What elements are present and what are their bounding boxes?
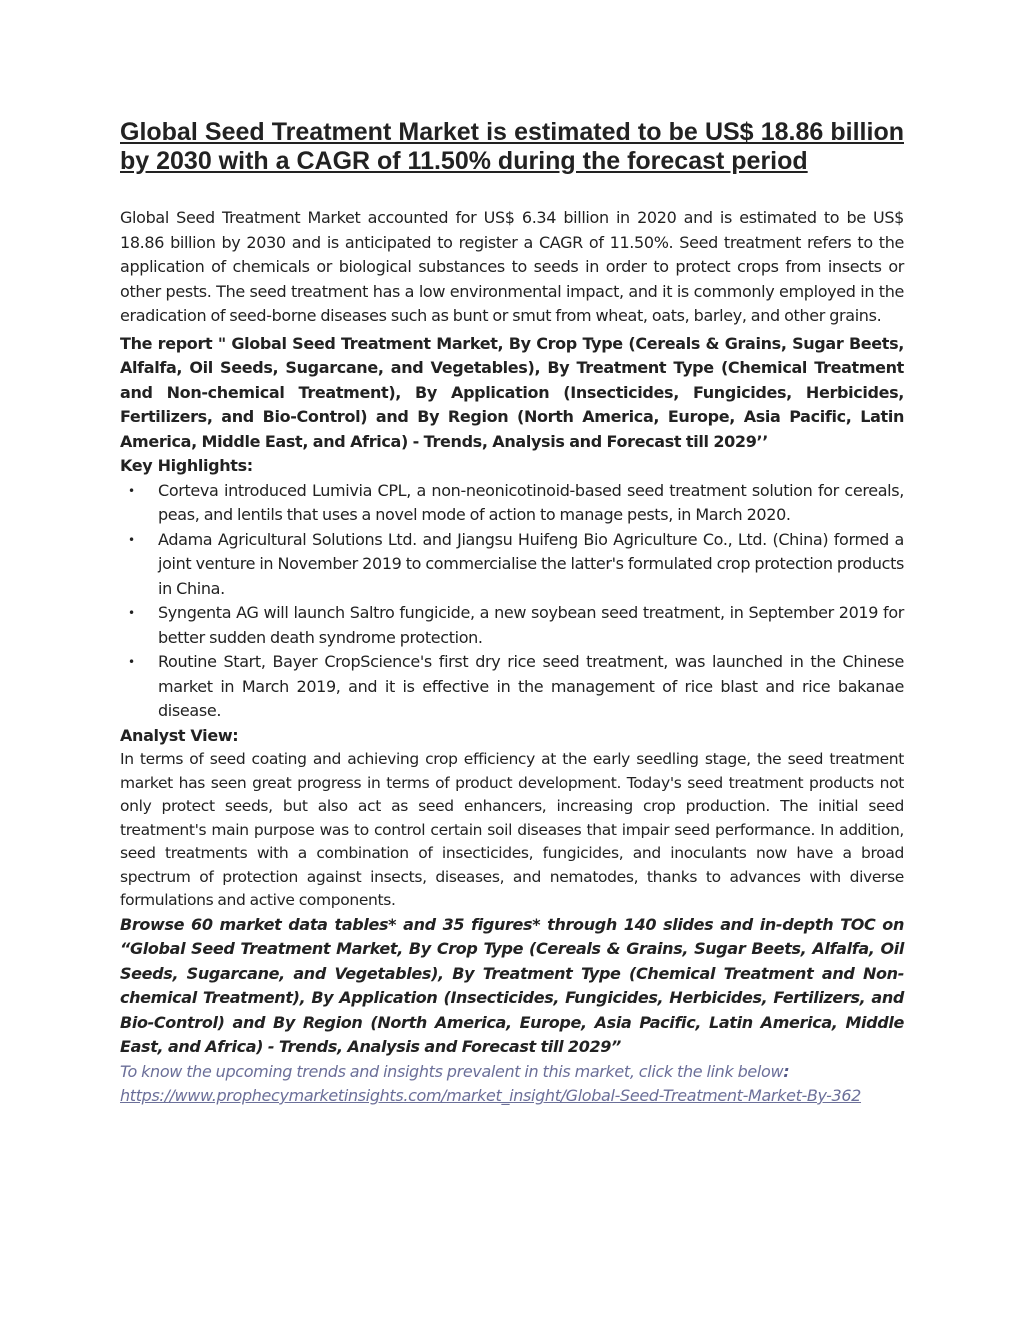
highlight-item (120, 601, 904, 650)
highlight-text: Routine Start, Bayer CropScience's first dry rice seed treatment, was launched in the Chinese market in March 2019, and it is effective in the management of rice blast and rice bakanae disease. (158, 652, 904, 720)
highlight-item (120, 650, 904, 724)
document-page (120, 118, 904, 1109)
bullet-icon: • (128, 532, 135, 547)
highlight-text: Adama Agricultural Solutions Ltd. and Jiangsu Huifeng Bio Agriculture Co., Ltd. (China) formed a joint venture in November 2019 to commercialise the latter's formulated crop protection products in China. (158, 529, 904, 598)
link-intro-text (120, 1060, 904, 1085)
bullet-icon: • (128, 655, 135, 669)
analyst-view-heading: Analyst View: (120, 725, 239, 745)
intro-paragraph: Global Seed Treatment Market accounted for US$ 6.34 billion in 2020 and is estimated to be US$ 18.86 billion by 2030 and is anticipated to register a CAGR of 11.50%. Seed treatment refers to the application of chemicals or biological substances to seeds in order to protect crops from insects or other pests. The seed treatment has a low environmental impact, and it is commonly employed in the eradication of seed-borne diseases such as bunt or smut from wheat, oats, barley, and other grains. (120, 208, 904, 325)
link-intro-colon: : (783, 1061, 790, 1081)
highlight-text: Corteva introduced Lumivia CPL, a non-neonicotinoid-based seed treatment solution for cereals, peas, and lentils that uses a novel mode of action to manage pests, in March 2020. (158, 480, 904, 524)
page-title: Global Seed Treatment Market is estimated to be US$ 18.86 billion by 2030 with a CAGR of 11.50% during the forecast period (120, 118, 904, 175)
key-highlights-heading: Key Highlights: (120, 456, 253, 475)
report-title-paragraph: The report " Global Seed Treatment Market, By Crop Type (Cereals & Grains, Sugar Beets, Alfalfa, Oil Seeds, Sugarcane, and Vegetables), By Treatment Type (Chemical Treatment and Non-chemical Treatment), By Application (Insecticides, Fungicides, Herbicides, Fertilizers, and Bio-Control) and By Region (North America, Europe, Asia Pacific, Latin America, Middle East, and Africa) - Trends, Analysis and Forecast till 2029’’ (120, 333, 904, 451)
highlight-text: Syngenta AG will launch Saltro fungicide, a new soybean seed treatment, in September 2019 for better sudden death syndrome protection. (158, 603, 904, 647)
key-highlights-list (120, 479, 904, 724)
browse-paragraph: Browse 60 market data tables* and 35 figures* through 140 slides and in-depth TOC on “Global Seed Treatment Market, By Crop Type (Cereals & Grains, Sugar Beets, Alfalfa, Oil Seeds, Sugarcane, and Vegetables), By Treatment Type (Chemical Treatment and Non-chemical Treatment), By Application (Insecticides, Fungicides, Herbicides, Fertilizers, and Bio-Control) and By Region (North America, Europe, Asia Pacific, Latin America, Middle East, and Africa) - Trends, Analysis and Forecast till 2029” (120, 914, 904, 1056)
bullet-icon: • (128, 483, 135, 498)
analyst-view-paragraph: In terms of seed coating and achieving crop efficiency at the early seedling stage, the seed treatment market has seen great progress in terms of product development. Today's seed treatment products not only protect seeds, but also act as seed enhancers, increasing crop production. The initial seed treatment's main purpose was to control certain soil diseases that impair seed performance. In addition, seed treatments with a combination of insecticides, fungicides, and inoculants now have a broad spectrum of protection against insects, diseases, and nematodes, thanks to advances with diverse formulations and active components. (120, 750, 904, 909)
highlight-item (120, 528, 904, 602)
link-intro-label: To know the upcoming trends and insights prevalent in this market, click the link below (120, 1061, 784, 1081)
report-link[interactable]: https://www.prophecymarketinsights.com/market_insight/Global-Seed-Treatment-Market-By-362 (120, 1086, 862, 1105)
bullet-icon: • (128, 606, 135, 620)
highlight-item (120, 479, 904, 528)
